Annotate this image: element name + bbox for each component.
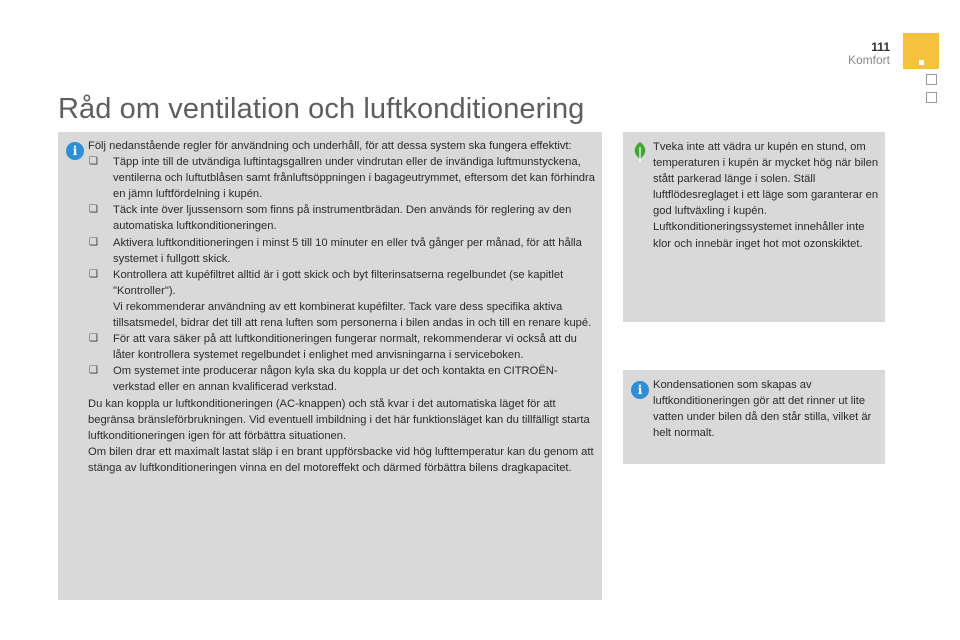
- section-label: Komfort: [847, 53, 890, 67]
- intro-text: Följ nedanstående regler för användning och underhåll, för att dessa system ska fungera effektivt:: [88, 140, 572, 152]
- list-item: [88, 331, 598, 363]
- eco-tip-text: Tveka inte att vädra ur kupén en stund, om temperaturen i kupén är mycket hög när bilen stått parkerad länge i solen. Ställ luftflödesreglaget i ett läge som garanterar en god luftväxling i kupén. Luftkonditioneringssystemet innehåller inte klor och innebär inget hot mot ozonskiktet.: [653, 141, 879, 250]
- list-item-text: Om systemet inte producerar någon kyla ska du koppla ur det och kontakta en CITROËN-verkstad eller en annan kvalificerad verkstad.: [113, 365, 558, 394]
- list-item: [88, 363, 598, 395]
- bullet-icon: ❑: [89, 365, 98, 377]
- bullet-icon: ❑: [89, 333, 98, 345]
- list-item-text: För att vara säker på att luftkonditioneringen fungerar normalt, rekommenderar vi också att du låter kontrollera systemet regelbundet i enlighet med anvisningarna i serviceboken.: [113, 333, 577, 362]
- condensation-info-panel: [623, 370, 885, 464]
- list-item-text: Täpp inte till de utvändiga luftintagsgallren under vindrutan eller de invändiga luftmunstyckena, ventilerna och luftutblåsen samt frånluftsöppningen i bagageutrymmet, eftersom det kan förhindra en jämn luftfördelning i kupén.: [113, 156, 595, 201]
- list-item-text: Aktivera luftkonditioneringen i minst 5 till 10 minuter en eller två gånger per månad, för att hålla systemet i fullgott skick.: [113, 236, 582, 265]
- list-item: [88, 235, 598, 267]
- bullet-icon: ❑: [89, 236, 98, 248]
- list-item: [88, 202, 598, 234]
- eco-tip-panel: [623, 132, 885, 322]
- list-item-text: Täck inte över ljussensorn som finns på instrumentbrädan. Den används för reglering av den automatiska luftkonditioneringen.: [113, 204, 572, 233]
- list-item: [88, 154, 598, 202]
- chapter-tab-box: [926, 74, 937, 85]
- main-info-panel: [58, 132, 602, 600]
- page-title: Råd om ventilation och luftkonditionering: [58, 93, 585, 125]
- bullet-icon: ❑: [89, 204, 98, 216]
- list-item: [88, 267, 598, 331]
- bullet-icon: ❑: [89, 268, 98, 280]
- info-icon: i: [66, 142, 84, 160]
- chapter-tab-active: [903, 33, 939, 69]
- leaf-icon: [630, 141, 650, 163]
- condensation-text: Kondensationen som skapas av luftkonditioneringen gör att det rinner ut lite vatten under bilen då den står stilla, vilket är helt normalt.: [653, 379, 872, 440]
- page-number: 111: [871, 40, 890, 54]
- rules-list: [88, 154, 598, 395]
- info-icon: i: [631, 381, 649, 399]
- bullet-icon: ❑: [89, 156, 98, 168]
- chapter-tab-box: [926, 92, 937, 103]
- chapter-tab-dot: [919, 60, 924, 65]
- main-info-text: [88, 138, 598, 476]
- filter-note-text: Vi rekommenderar användning av ett kombinerat kupéfilter. Tack vare dess specifika aktiva tillsatsmedel, bidrar det till att rena luften som personerna i bilen andas in och till en renare kupé.: [113, 300, 592, 330]
- list-item-text: Kontrollera att kupéfiltret alltid är i gott skick och byt filterinsatserna regelbundet (se kapitlet "Kontroller").: [113, 268, 564, 297]
- ac-disable-text: Du kan koppla ur luftkonditioneringen (AC-knappen) och stå kvar i det automatiska läget för att begränsa bränsleförbrukningen. Vid eventuell imbildning i det här funktionsläget kan du tillfälligt starta luftkonditioneringen igen för att förbättra situationen.: [88, 397, 590, 442]
- towing-text: Om bilen drar ett maximalt lastat släp i en brant uppförsbacke vid hög lufttemperatur kan du genom att stänga av luftkonditioneringen vinna en del motoreffekt och därmed förbättra bilens dragkapacitet.: [88, 445, 594, 474]
